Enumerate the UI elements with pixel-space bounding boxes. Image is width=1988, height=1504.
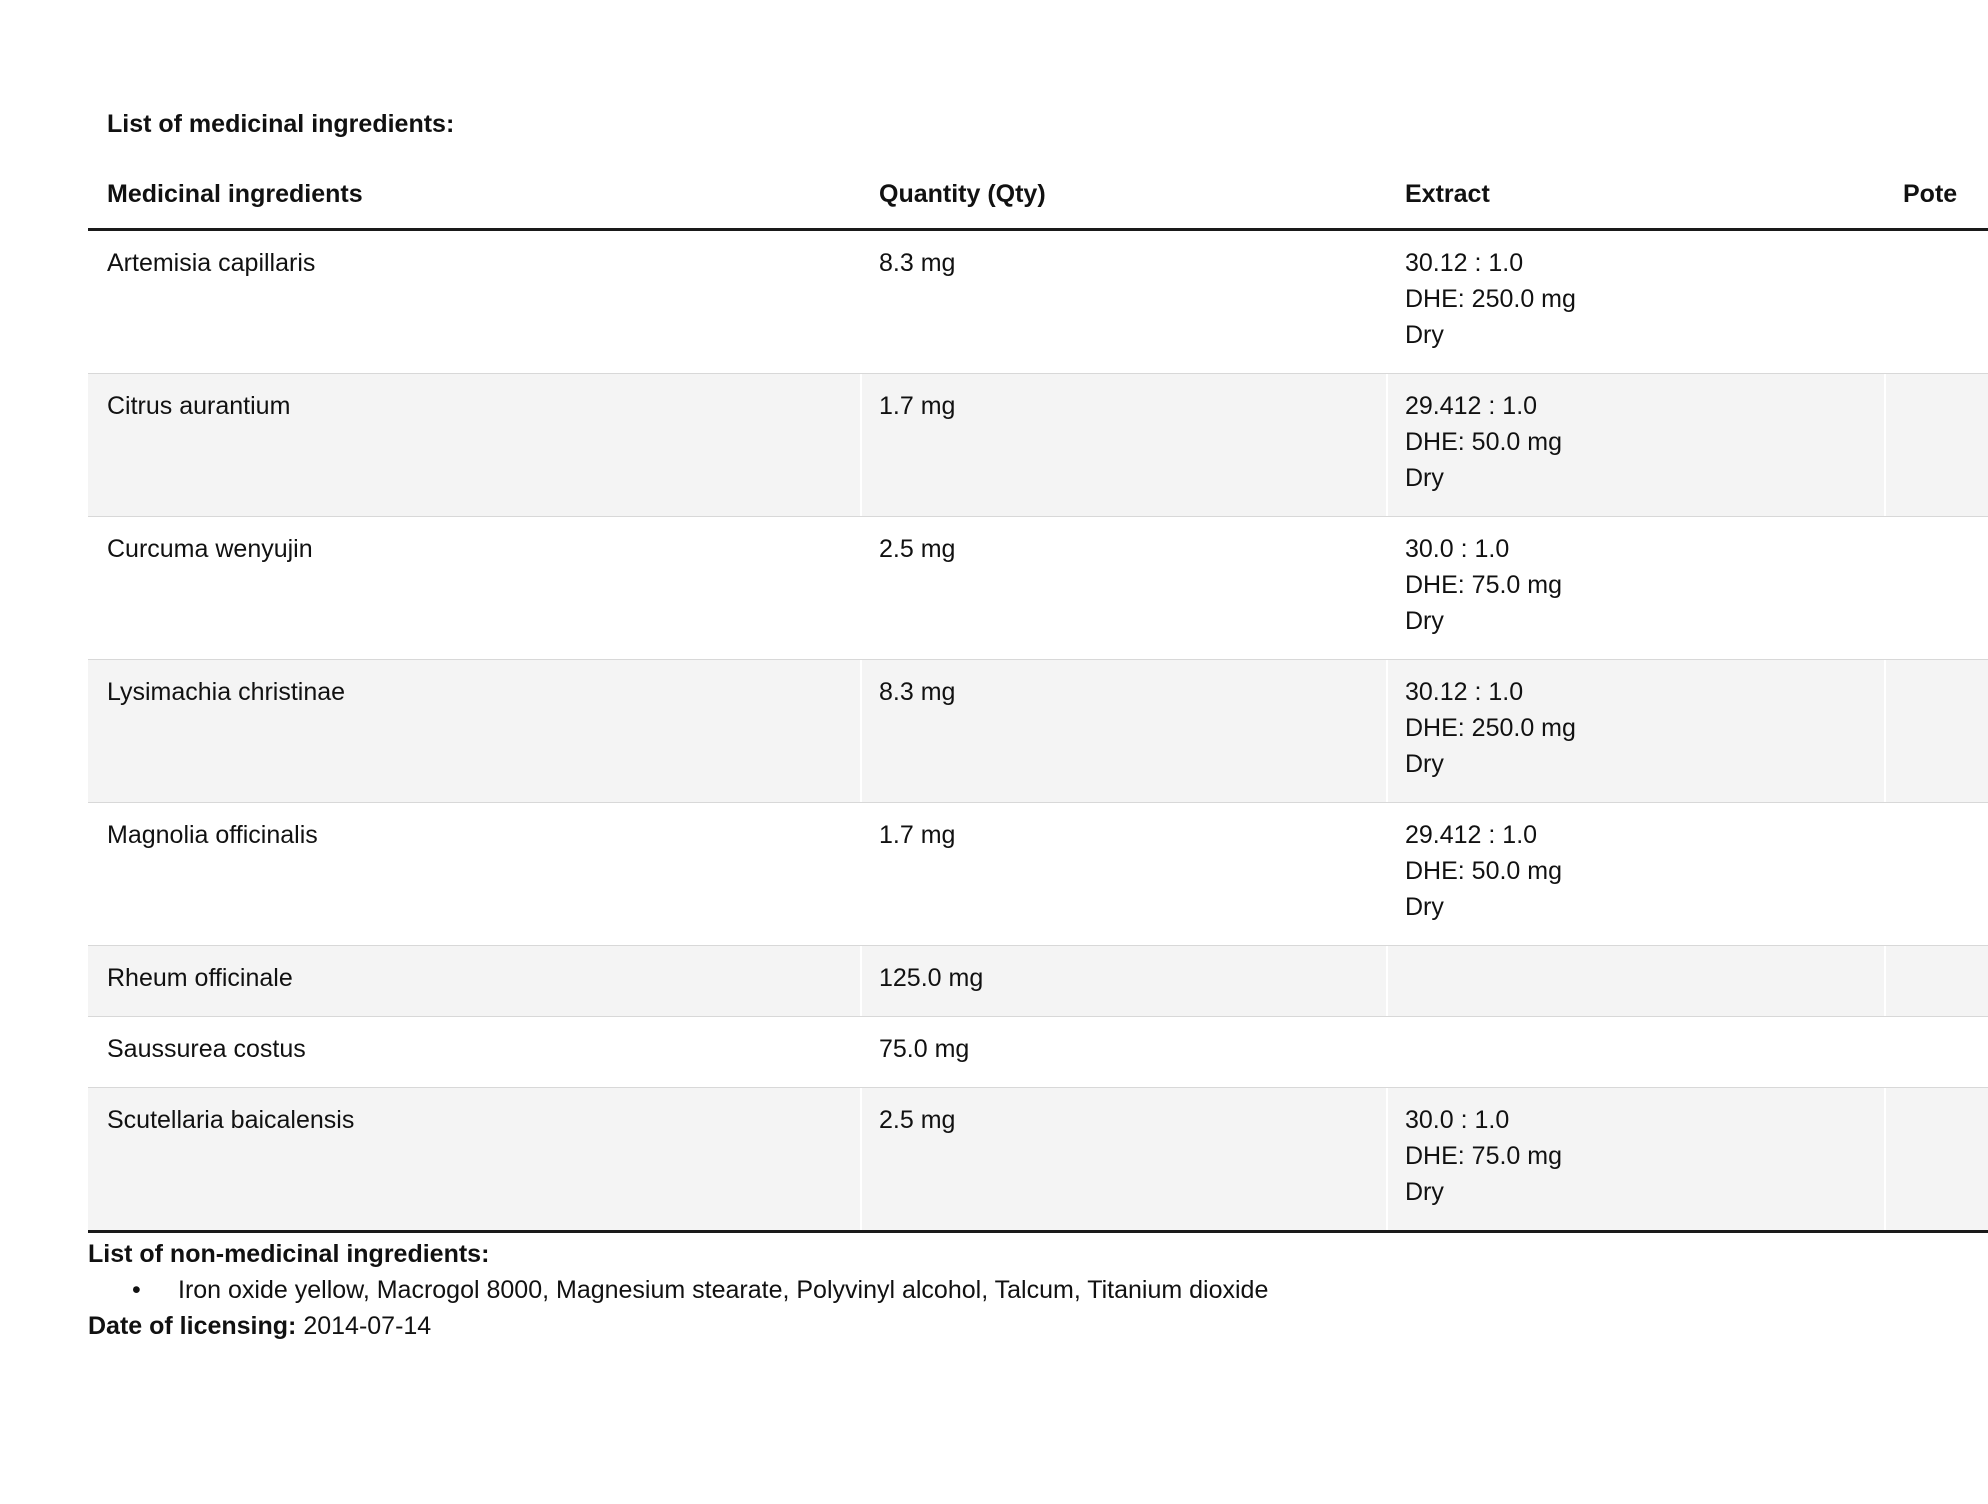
- ingredient-quantity: 1.7 mg: [879, 821, 956, 849]
- extract-dhe: DHE: 250.0 mg: [1405, 714, 1576, 742]
- medicinal-ingredients-title: List of medicinal ingredients:: [107, 110, 455, 138]
- ingredient-extract: [1405, 531, 1562, 639]
- medicinal-ingredients-table: [88, 172, 1988, 1233]
- header-ingredient: Medicinal ingredients: [107, 180, 363, 208]
- ingredient-name: Scutellaria baicalensis: [107, 1106, 355, 1134]
- table-header: [88, 172, 1988, 231]
- ingredient-quantity: 2.5 mg: [879, 535, 956, 563]
- non-medicinal-title: List of non-medicinal ingredients:: [88, 1240, 490, 1268]
- extract-type: Dry: [1405, 893, 1444, 921]
- extract-dhe: DHE: 250.0 mg: [1405, 285, 1576, 313]
- extract-type: Dry: [1405, 321, 1444, 349]
- extract-type: Dry: [1405, 1178, 1444, 1206]
- extract-dhe: DHE: 50.0 mg: [1405, 428, 1563, 456]
- extract-ratio: 30.0 : 1.0: [1405, 535, 1510, 563]
- extract-type: Dry: [1405, 607, 1444, 635]
- header-extract: Extract: [1405, 180, 1490, 208]
- ingredient-quantity: 125.0 mg: [879, 964, 984, 992]
- ingredient-quantity: 8.3 mg: [879, 678, 956, 706]
- ingredient-extract: [1405, 388, 1562, 496]
- extract-ratio: 30.0 : 1.0: [1405, 1106, 1510, 1134]
- ingredient-name: Lysimachia christinae: [107, 678, 346, 706]
- extract-ratio: 29.412 : 1.0: [1405, 821, 1538, 849]
- ingredient-name: Curcuma wenyujin: [107, 535, 313, 563]
- ingredient-extract: [1405, 1102, 1562, 1210]
- licensing-label: Date of licensing:: [88, 1312, 297, 1340]
- list-item: Iron oxide yellow, Macrogol 8000, Magnesium stearate, Polyvinyl alcohol, Talcum, Titanium dioxide: [178, 1276, 1269, 1304]
- ingredient-name: Citrus aurantium: [107, 392, 291, 420]
- table-row: [88, 517, 1988, 660]
- ingredient-extract: [1405, 817, 1562, 925]
- ingredient-quantity: 1.7 mg: [879, 392, 956, 420]
- extract-ratio: 29.412 : 1.0: [1405, 392, 1538, 420]
- table-row: [88, 803, 1988, 946]
- ingredient-quantity: 2.5 mg: [879, 1106, 956, 1134]
- ingredient-name: Saussurea costus: [107, 1035, 306, 1063]
- ingredient-name: Rheum officinale: [107, 964, 293, 992]
- extract-dhe: DHE: 50.0 mg: [1405, 857, 1563, 885]
- ingredient-quantity: 8.3 mg: [879, 249, 956, 277]
- ingredient-name: Magnolia officinalis: [107, 821, 318, 849]
- ingredient-extract: [1405, 674, 1576, 782]
- extract-type: Dry: [1405, 750, 1444, 778]
- table-row: [88, 660, 1988, 803]
- ingredient-quantity: 75.0 mg: [879, 1035, 970, 1063]
- table-row: [88, 374, 1988, 517]
- extract-dhe: DHE: 75.0 mg: [1405, 571, 1563, 599]
- header-potency: Pote: [1903, 180, 1958, 208]
- table-row: [88, 946, 1988, 1017]
- table-row: [88, 1017, 1988, 1088]
- licensing-value: 2014-07-14: [303, 1312, 432, 1340]
- ingredient-name: Artemisia capillaris: [107, 249, 316, 277]
- extract-type: Dry: [1405, 464, 1444, 492]
- licensing-date: [88, 1312, 431, 1341]
- extract-dhe: DHE: 75.0 mg: [1405, 1142, 1563, 1170]
- table-row: [88, 1088, 1988, 1233]
- extract-ratio: 30.12 : 1.0: [1405, 678, 1524, 706]
- extract-ratio: 30.12 : 1.0: [1405, 249, 1524, 277]
- header-quantity: Quantity (Qty): [879, 180, 1046, 208]
- ingredient-extract: [1405, 245, 1576, 353]
- table-row: [88, 231, 1988, 374]
- bullet-icon: •: [132, 1276, 141, 1304]
